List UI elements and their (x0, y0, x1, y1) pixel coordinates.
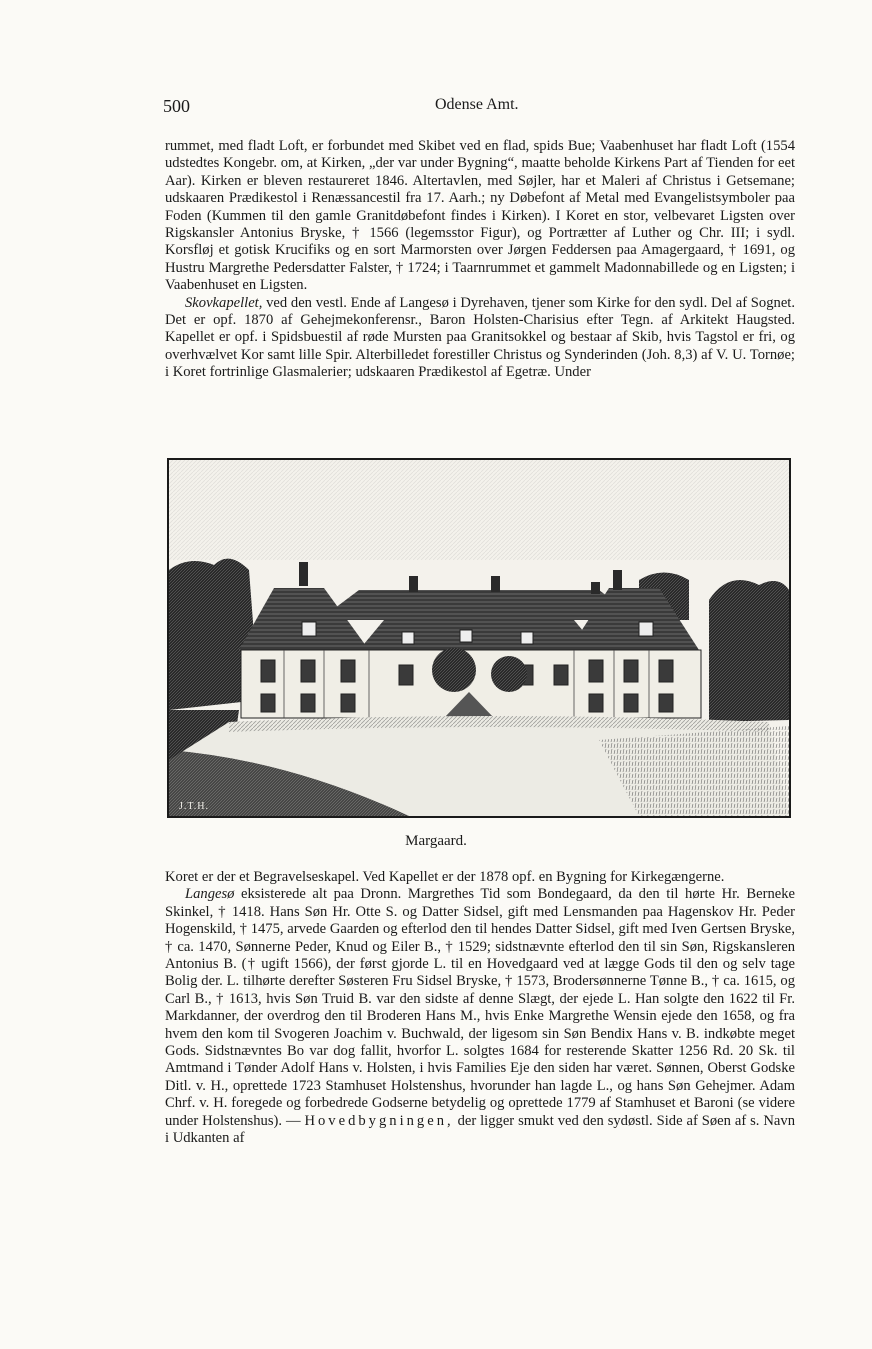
text-block-bottom (165, 869, 795, 1148)
page-number: 500 (163, 96, 190, 116)
paragraph-begravelseskapel: Koret er der et Begravelseskapel. Ved Kapellet er der 1878 opf. en Bygning for Kirkegængerne. (165, 869, 725, 885)
paragraph-langesoe (165, 886, 795, 1147)
place-name-skovkapellet: Skovkapellet, (185, 294, 263, 311)
place-name-langesoe: Langesø (185, 886, 235, 903)
figure-caption: Margaard. (405, 833, 467, 849)
paragraph-langesoe-text: eksisterede alt paa Dronn. Margrethes Tid som Bondegaard, da den til hørte Hr. Berneke Skinkel, † 1418. Hans Søn Hr. Otte S. og Datter Sidsel, gift med Lensmanden paa Hagenskov Hr. Peder Hogenskild, † 1475, arvede Gaarden og efterlod den til hendes Datter Sidsel, gift med Iven Gertsen Bryske, † ca. 1470, Sønnerne Peder, Knud og Eiler B., † 1529; sidstnævnte efterlod den til sin Søn, Rigskansleren Antonius B. († ugift 1566), der først gjorde L. til en Hovedgaard ved at lægge Gods til den og selv tage Bolig der. L. tilhørte derefter Søsteren Fru Sidsel Bryske, † 1573, Brodersønnerne Tønne B., † ca. 1615, og Carl B., † 1613, hvis Søn Truid B. var den sidste af denne Slægt, der ejede L. Han solgte den 1622 til Fr. Markdanner, der overdrog den til Broderen Hans M., hvis Enke Margrethe Wensin ejede den 1658, og fra hvem den kom til Svogeren Joachim v. Buchwald, der ligesom sin Søn Bendix Hans v. B. indkøbte meget Gods. Sidstnævntes Bo var dog fallit, hvorfor L. solgtes 1684 for resterende Skatter 1256 Rd. 20 Sk. til Amtmand i Tønder Adolf Hans v. Holsten, i hvis Families Eje den siden har været. Sønnen, Oberst Godske Ditl. v. H., oprettede 1723 Stamhuset Holstenshus, hvorunder han lagde L., og hans Søn Gehejmer. Adam Chrf. v. H. foregede og forbedrede Godserne betydelig og oprettede 1779 af Stamhuset et Baroni (se videre under Holstenshus). — (165, 886, 795, 1129)
engraving-margaard (167, 458, 791, 818)
term-hovedbygningen: Hovedbygningen, (304, 1112, 454, 1129)
paragraph-skovkapellet-text: ved den vestl. Ende af Langesø i Dyrehaven, tjener som Kirke for den sydl. Del af Sognet. Det er opf. 1870 af Gehejmekonferensr., Baron Holsten-Charisius efter Tegn. af Arkitekt Haugsted. Kapellet er opf. i Spidsbuestil af røde Mursten paa Granitsokkel og bestaar af Skib, hvis Tagstol er fri, og overhvælvet Kor samt lille Spir. Alterbilledet forestiller Christus og Synderinden (Joh. 8,3) af V. U. Tornøe; i Koret fortrinlige Glasmalerier; udskaaren Prædikestol af Egetræ. Under (165, 294, 795, 381)
paragraph-langesoe-tail: der ligger smukt ved den sydøstl. Side af Søen af s. Navn i Udkanten af (165, 1112, 795, 1147)
paragraph-church-interior: rummet, med fladt Loft, er forbundet med Skibet ved en flad, spids Bue; Vaabenhuset har fladt Loft (1554 udstedtes Kongebr. om, at Kirken, „der var under Bygning“, maatte beholde Kirkens Part af Tienden for eet Aar). Kirken er bleven restaureret 1846. Altertavlen, med Søjler, har et Maleri af Christus i Getsemane; udskaaren Prædikestol i Renæssancestil fra 17. Aarh.; ny Døbefont af Metal med Evangelistsymboler paa Foden (Kummen til den gamle Granitdøbefont findes i Kirken). I Koret en stor, velbevaret Ligsten over Rigskansler Antonius Bryske, † 1566 (legemsstor Figur), og Portrætter af Luther og Chr. III; i sydl. Korsfløj et gotisk Krucifiks og en sort Marmorsten over Jørgen Feddersen paa Amagergaard, † 1691, og Hustru Margrethe Pedersdatter Falster, † 1724; i Taarnrummet et gammelt Madonnabillede og en Ligsten; i Vaabenhuset en Ligsten. (165, 138, 795, 294)
text-block-top (165, 138, 795, 382)
engraver-signature: J.T.H. (179, 801, 209, 812)
paragraph-skovkapellet (165, 295, 795, 382)
running-head: Odense Amt. (435, 96, 519, 113)
manor-house-illustration (169, 460, 789, 816)
